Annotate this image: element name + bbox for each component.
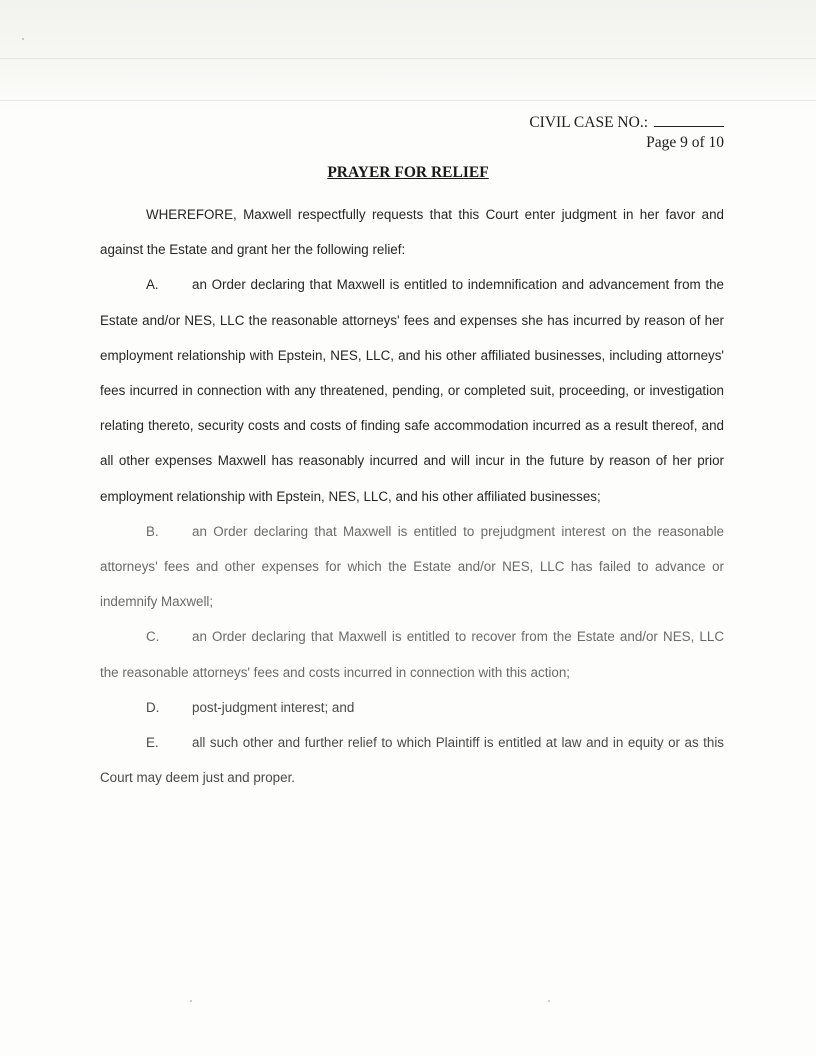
item-letter: B. [146,523,159,539]
relief-item-c [100,619,724,689]
page-header [529,112,724,153]
item-letter: E. [146,735,159,751]
section-title: PRAYER FOR RELIEF [327,164,489,181]
item-text: an Order declaring that Maxwell is entitled to indemnification and advancement from the Estate and/or NES, LLC the reasonable attorneys' fees and expenses she has incurred by reason of her employment relationship with Epstein, NES, LLC, and his other affiliated businesses, including attorneys' fees incurred in connection with any threatened, pending, or completed suit, proceeding, or investigation relating thereto, security costs and costs of finding safe accommodation incurred as a result thereof, and all other expenses Maxwell has reasonably incurred and will incur in the future by reason of her prior employment relationship with Epstein, NES, LLC, and his other affiliated businesses; [100,277,724,504]
scan-artifact-line [0,58,816,59]
relief-item-e [100,725,724,795]
relief-item-d [100,690,724,725]
case-number-label: CIVIL CASE NO.: [529,114,648,131]
item-text: an Order declaring that Maxwell is entitled to recover from the Estate and/or NES, LLC the reasonable attorneys' fees and costs incurred in connection with this action; [100,629,724,680]
intro-paragraph: WHEREFORE, Maxwell respectfully requests that this Court enter judgment in her favor and against the Estate and grant her the following relief: [100,207,724,258]
item-letter: A. [146,277,159,293]
case-number-line [529,112,724,133]
item-text: post-judgment interest; and [192,699,355,715]
relief-item-b [100,514,724,620]
document-body [100,197,724,795]
scan-speck [22,38,24,40]
page-number: Page 9 of 10 [646,134,724,151]
item-text: an Order declaring that Maxwell is entitled to prejudgment interest on the reasonable attorneys' fees and other expenses for which the Estate and/or NES, LLC has failed to advance or indemnify Maxwell; [100,523,724,610]
scan-artifact-line [0,100,816,101]
scan-shading [0,0,816,110]
item-letter: D. [146,699,160,715]
item-text: all such other and further relief to which Plaintiff is entitled at law and in equity or as this Court may deem just and proper. [100,735,724,786]
case-number-blank [654,112,724,127]
scan-speck [548,1000,550,1002]
relief-item-a [100,267,724,513]
scan-speck [190,1000,192,1002]
item-letter: C. [146,629,160,645]
